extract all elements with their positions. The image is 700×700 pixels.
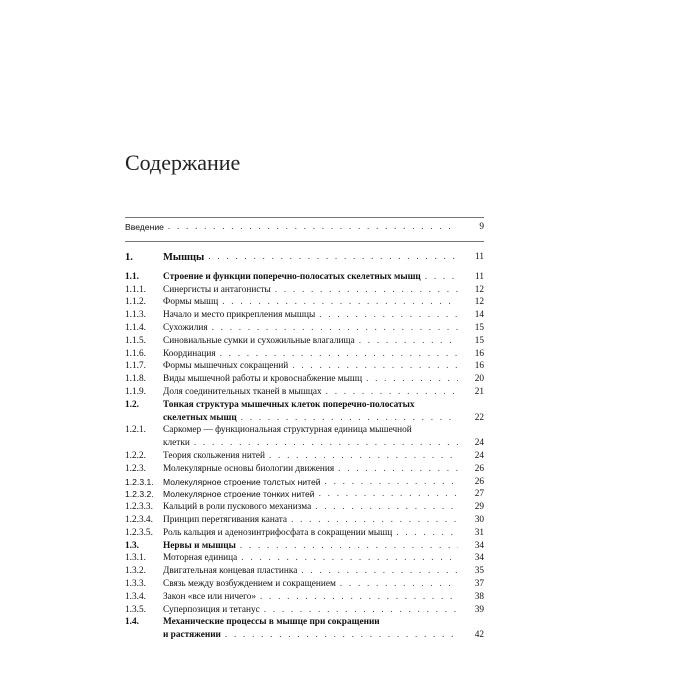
leader-dots (260, 591, 458, 604)
leader-dots (168, 221, 458, 234)
toc-entry-text: Введение (125, 222, 164, 232)
toc-entry[interactable] (125, 552, 484, 565)
toc-entry[interactable] (125, 399, 484, 425)
leader-dots (212, 322, 458, 335)
toc-entry-page: 12 (474, 284, 484, 295)
leader-dots (291, 514, 458, 527)
leader-dots (208, 250, 458, 265)
toc-entry-number: 1.1.5. (125, 335, 146, 346)
toc-entry-page: 39 (474, 604, 484, 615)
toc-entry-number: 1.3.4. (125, 591, 146, 602)
toc-entry-text: Кальций в роли пускового механизма (163, 502, 312, 513)
toc-entry-page: 35 (474, 566, 484, 577)
toc-entry-number: 1.2.3.4. (125, 514, 153, 525)
toc-entry-page: 20 (474, 374, 484, 385)
toc-entry[interactable] (125, 540, 484, 553)
toc-entry-number: 1.2.2. (125, 450, 146, 461)
toc-entry-page: 22 (474, 412, 484, 423)
toc-entry[interactable] (125, 591, 484, 604)
toc-entry[interactable] (125, 578, 484, 591)
toc-entry[interactable] (125, 373, 484, 386)
toc-entry-number: 1.1.8. (125, 374, 146, 385)
toc-entry-text: Формы мышц (163, 297, 219, 308)
toc-entry-page: 12 (474, 297, 484, 308)
toc-entry-page: 26 (474, 476, 484, 487)
toc-entry[interactable] (125, 335, 484, 348)
toc-entry-page: 31 (474, 527, 484, 538)
leader-dots (275, 284, 458, 297)
toc-entry[interactable] (125, 322, 484, 335)
toc-entry-page: 24 (474, 450, 484, 461)
leader-dots (325, 476, 458, 489)
toc-entry-page: 42 (474, 630, 484, 641)
toc-list (125, 221, 484, 642)
toc-entry-text-continued: клетки (163, 438, 190, 449)
toc-entry-page: 34 (474, 553, 484, 564)
toc-entry-page: 14 (474, 310, 484, 321)
toc-entry-text: Роль кальция и аденозинтрифосфата в сокращении мышц (163, 527, 393, 538)
toc-entry-number: 1.2.3.1. (125, 476, 154, 487)
toc-entry-text: Связь между возбуждением и сокращением (163, 578, 336, 589)
toc-entry-number: 1.3.5. (125, 604, 146, 615)
toc-entry-number: 1.1.9. (125, 386, 146, 397)
leader-dots (269, 450, 458, 463)
toc-entry-page: 29 (474, 502, 484, 513)
toc-entry[interactable] (125, 463, 484, 476)
toc-entry-text: Молекулярное строение толстых нитей (163, 476, 321, 487)
toc-entry-text: Саркомер — функциональная структурная единица мышечной (163, 425, 412, 436)
toc-entry-text: Закон «все или ничего» (163, 591, 256, 602)
toc-entry-text-continued: скелетных мышц (163, 412, 237, 423)
toc-entry-text: Суперпозиция и тетанус (163, 604, 260, 615)
toc-entry-text-continued: и растяжении (163, 630, 221, 641)
toc-entry-page: 38 (474, 591, 484, 602)
toc-entry[interactable] (125, 309, 484, 322)
toc-entry-text: Сухожилия (163, 322, 208, 333)
toc-entry-number: 1.1.4. (125, 322, 146, 333)
toc-entry-number: 1.2.3.2. (125, 489, 154, 500)
leader-dots (425, 271, 458, 284)
toc-entry-page: 11 (475, 251, 484, 262)
toc-entry-page: 16 (474, 348, 484, 359)
leader-dots (220, 348, 458, 361)
toc-entry-number: 1.2.3.3. (125, 502, 153, 513)
leader-dots (319, 309, 458, 322)
toc-entry-page: 26 (474, 463, 484, 474)
toc-entry-text: Молекулярное строение тонких нитей (163, 489, 315, 500)
leader-dots (292, 360, 458, 373)
toc-entry-text: Тонкая структура мышечных клеток поперечно-полосатых (163, 399, 415, 410)
toc-entry[interactable] (125, 565, 484, 578)
toc-entry[interactable] (125, 386, 484, 399)
leader-dots (241, 412, 458, 425)
leader-dots (264, 604, 458, 617)
toc-entry-page: 15 (474, 322, 484, 333)
toc-entry-number: 1.3.1. (125, 553, 146, 564)
leader-dots (326, 386, 458, 399)
toc-entries (125, 271, 484, 642)
toc-entry-number: 1.1.3. (125, 310, 146, 321)
toc-entry-text: Синергисты и антагонисты (163, 284, 271, 295)
toc-entry-number: 1.3. (125, 540, 139, 551)
leader-dots (225, 629, 458, 642)
toc-entry[interactable] (125, 450, 484, 463)
toc-entry-page: 16 (474, 361, 484, 372)
toc-entry[interactable] (125, 271, 484, 284)
toc-entry-text: Доля соединительных тканей в мышцах (163, 386, 322, 397)
toc-entry-number: 1.1.2. (125, 297, 146, 308)
toc-entry-text: Координация (163, 348, 216, 359)
toc-entry-number: 1.1.7. (125, 361, 146, 372)
toc-entry[interactable] (125, 296, 484, 309)
toc-entry-number: 1.2.3.5. (125, 527, 153, 538)
toc-entry-number: 1.2.1. (125, 425, 146, 436)
toc-entry-page: 9 (479, 222, 484, 232)
section-rule (125, 241, 484, 242)
toc-entry-page: 37 (474, 578, 484, 589)
toc-entry-page: 21 (474, 386, 484, 397)
top-rule (125, 217, 484, 218)
toc-entry-text: Начало и место прикрепления мышцы (163, 310, 316, 321)
toc-entry-text: Моторная единица (163, 553, 238, 564)
toc-entry[interactable] (125, 501, 484, 514)
toc-entry-number: 1.1.6. (125, 348, 146, 359)
leader-dots (222, 296, 458, 309)
leader-dots (340, 578, 458, 591)
toc-entry[interactable] (125, 604, 484, 617)
toc-entry-page: 27 (474, 489, 484, 500)
toc-entry[interactable] (125, 616, 484, 642)
toc-entry-chapter[interactable] (125, 250, 484, 265)
toc-entry-number: 1.3.3. (125, 578, 146, 589)
toc-entry[interactable] (125, 488, 484, 501)
toc-entry-text: Формы мышечных сокращений (163, 361, 289, 372)
leader-dots (338, 463, 458, 476)
toc-entry[interactable] (125, 514, 484, 527)
toc-entry-text: Нервы и мышцы (163, 540, 236, 551)
toc-entry-number: 1.1.1. (125, 284, 146, 295)
toc-entry-number: 1.2.3. (125, 463, 146, 474)
toc-entry-page: 34 (474, 540, 484, 551)
toc-entry-page: 30 (474, 514, 484, 525)
toc-entry-text: Мышцы (163, 251, 205, 263)
toc-entry-number: 1.1. (125, 271, 139, 282)
toc-entry[interactable] (125, 527, 484, 540)
leader-dots (315, 501, 458, 514)
leader-dots (301, 565, 458, 578)
toc-entry-text: Теория скольжения нитей (163, 450, 265, 461)
toc-entry[interactable] (125, 424, 484, 450)
toc-entry-text: Виды мышечной работы и кровоснабжение мышц (163, 374, 363, 385)
toc-entry-number: 1. (125, 251, 133, 263)
toc-entry-text: Строение и функции поперечно-полосатых скелетных мышц (163, 271, 421, 282)
toc-entry-number: 1.3.2. (125, 566, 146, 577)
toc-entry-page: 15 (474, 335, 484, 346)
toc-entry-number: 1.4. (125, 617, 139, 628)
toc-entry-text: Молекулярные основы биологии движения (163, 463, 335, 474)
leader-dots (194, 437, 458, 450)
toc-entry-page: 11 (475, 271, 484, 282)
leader-dots (241, 552, 458, 565)
toc-entry-text: Двигательная концевая пластинка (163, 566, 298, 577)
toc-entry-text: Механические процессы в мышце при сокращении (163, 617, 380, 628)
toc-entry[interactable] (125, 284, 484, 297)
toc-entry-text: Синовиальные сумки и сухожильные влагалища (163, 335, 355, 346)
leader-dots (359, 335, 458, 348)
page-title: Содержание (125, 150, 241, 175)
toc-entry[interactable] (125, 348, 484, 361)
leader-dots (366, 373, 458, 386)
leader-dots (396, 527, 458, 540)
toc-entry[interactable] (125, 360, 484, 373)
toc-entry-intro[interactable] (125, 221, 484, 234)
toc-entry-page: 24 (474, 438, 484, 449)
toc-entry-number: 1.2. (125, 399, 139, 410)
leader-dots (240, 540, 458, 553)
toc-entry[interactable] (125, 476, 484, 489)
leader-dots (319, 488, 458, 501)
toc-entry-text: Принцип перетягивания каната (163, 514, 288, 525)
